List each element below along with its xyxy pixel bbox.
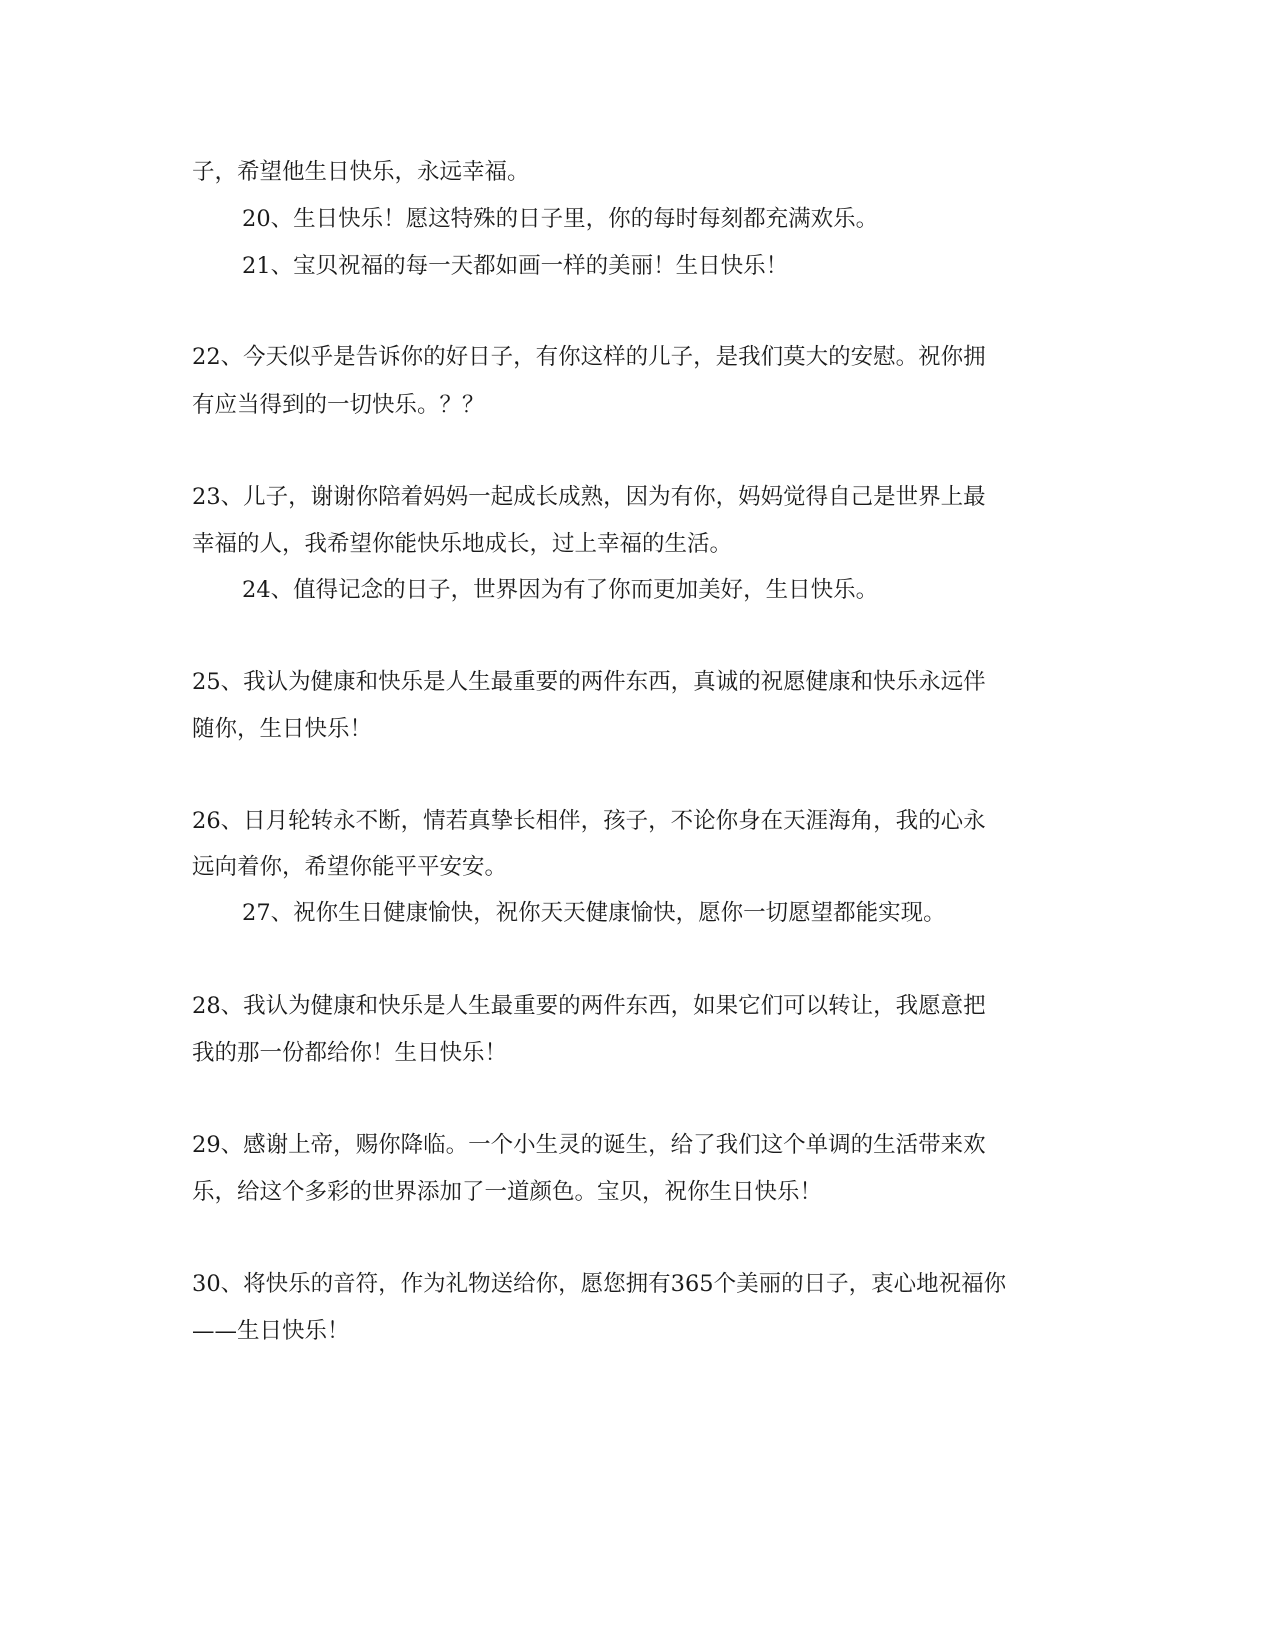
- text-line: 23、儿子，谢谢你陪着妈妈一起成长成熟，因为有你，妈妈觉得自己是世界上最: [192, 484, 986, 510]
- text-line: 27、祝你生日健康愉快，祝你天天健康愉快，愿你一切愿望都能实现。: [242, 900, 946, 926]
- text-line: 有应当得到的一切快乐。？？: [192, 392, 485, 418]
- text-line: 21、宝贝祝福的每一天都如画一样的美丽！生日快乐！: [242, 253, 789, 279]
- text-line: 24、值得记念的日子，世界因为有了你而更加美好，生日快乐。: [242, 577, 879, 603]
- text-line: 22、今天似乎是告诉你的好日子，有你这样的儿子，是我们莫大的安慰。祝你拥: [192, 344, 986, 370]
- text-line: 我的那一份都给你！生日快乐！: [192, 1040, 508, 1066]
- text-line: 20、生日快乐！愿这特殊的日子里，你的每时每刻都充满欢乐。: [242, 206, 879, 232]
- text-line: 26、日月轮转永不断，情若真挚长相伴，孩子，不论你身在天涯海角，我的心永: [192, 808, 986, 834]
- text-line: 幸福的人，我希望你能快乐地成长，过上幸福的生活。: [192, 531, 733, 557]
- text-line: ——生日快乐！: [192, 1318, 350, 1344]
- text-line: 乐，给这个多彩的世界添加了一道颜色。宝贝，祝你生日快乐！: [192, 1179, 823, 1205]
- text-line: 28、我认为健康和快乐是人生最重要的两件东西，如果它们可以转让，我愿意把: [192, 993, 986, 1019]
- text-line: 远向着你，希望你能平平安安。: [192, 854, 508, 880]
- text-line: 随你，生日快乐！: [192, 716, 373, 742]
- text-line: 30、将快乐的音符，作为礼物送给你，愿您拥有365个美丽的日子，衷心地祝福你: [192, 1271, 1007, 1297]
- text-line: 29、感谢上帝，赐你降临。一个小生灵的诞生，给了我们这个单调的生活带来欢: [192, 1132, 986, 1158]
- text-line: 25、我认为健康和快乐是人生最重要的两件东西，真诚的祝愿健康和快乐永远伴: [192, 669, 986, 695]
- text-line: 子，希望他生日快乐，永远幸福。: [192, 159, 530, 185]
